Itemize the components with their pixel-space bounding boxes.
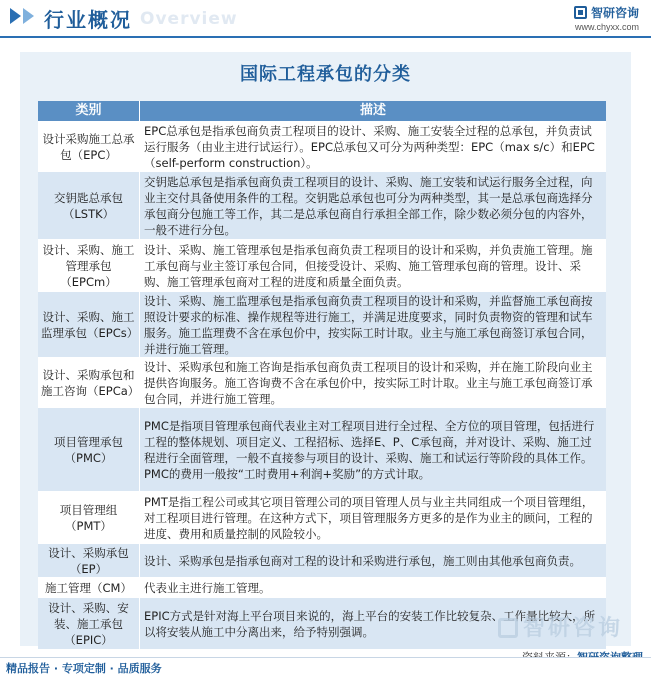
row-category: 设计、采购承包（EP） xyxy=(38,544,140,577)
table-row xyxy=(38,240,606,292)
watermark-logo-icon xyxy=(498,618,518,638)
row-description: PMC是指项目管理承包商代表业主对工程项目进行全过程、全方位的项目管理，包括进行工程的整体规划、项目定义、工程招标、选择E、P、C承包商，并对设计、采购、施工过程进行全面管理，一般不直接参与项目的设计、采购、施工和试运行等阶段的具体工作。PMC的费用一般按“工时费用+利润+奖励”的方式计取。 xyxy=(144,418,595,481)
table-row xyxy=(38,578,606,598)
table-row xyxy=(38,492,606,544)
table-row xyxy=(38,408,606,492)
logo-url: www.chyxx.com xyxy=(574,22,639,32)
row-category: 项目管理承包（PMC） xyxy=(38,408,140,491)
watermark: 智研咨询 xyxy=(498,611,623,642)
table-row xyxy=(38,172,606,240)
row-description: EPC总承包是指承包商负责工程项目的设计、采购、施工安装全过程的总承包，并负责试运行服务（由业主进行试运行）。EPC总承包又可分为两种类型：EPC（max s/c）和EPC（self-perform construction）。 xyxy=(144,123,595,170)
table-row xyxy=(38,292,606,358)
row-description: PMT是指工程公司或其它项目管理公司的项目管理人员与业主共同组成一个项目管理组，对工程项目进行管理。在这种方式下，项目管理服务方更多的是作为业主的顾问，工程的进度、费用和质量控制的风险较小。 xyxy=(144,494,594,541)
table-row xyxy=(38,122,606,172)
brand-logo xyxy=(574,4,639,32)
logo-icon xyxy=(574,6,587,19)
header-description: 描述 xyxy=(359,103,386,118)
row-category: 设计、采购、安装、施工承包（EPIC） xyxy=(38,598,140,649)
row-description: 设计、采购、施工监理承包是指承包商负责工程项目的设计和采购，并监督施工承包商按照设计要求的标准、操作规程等进行施工，并满足进度要求，同时负责物资的管理和试车服务。施工监理费不含在承包价中，按实际工时计取。业主与施工承包商签订承包合同，并进行施工管理。 xyxy=(144,293,593,356)
table-row xyxy=(38,544,606,578)
header-divider xyxy=(0,36,651,38)
row-category: 设计采购施工总承包（EPC） xyxy=(38,122,140,171)
page-header xyxy=(0,0,651,36)
page-title: 行业概况 xyxy=(44,8,132,32)
row-category: 设计、采购、施工管理承包（EPCm） xyxy=(38,240,140,291)
row-category: 施工管理（CM） xyxy=(38,578,140,597)
row-description: 交钥匙总承包是指承包商负责工程项目的设计、采购、施工安装和试运行服务全过程，向业主交付具备使用条件的工程。交钥匙总承包也可分为两种类型，其一是总承包商选择分承包商分包施工等工作，其二是总承包商自行承担全部工作，除少数必须分包的内容外，一般不进行分包。 xyxy=(144,174,593,237)
header-category: 类别 xyxy=(38,101,140,121)
classification-table xyxy=(38,101,606,650)
row-description: 设计、采购承包是指承包商对工程的设计和采购进行承包，施工则由其他承包商负责。 xyxy=(144,553,581,568)
table-header-row xyxy=(38,101,606,122)
table-title: 国际工程承包的分类 xyxy=(240,64,411,85)
row-description: 代表业主进行施工管理。 xyxy=(144,580,271,595)
header-chevron-icon xyxy=(10,8,36,28)
row-description: 设计、采购承包和施工咨询是指承包商负责工程项目的设计和采购，并在施工阶段向业主提供咨询服务。施工咨询费不含在承包价中，按实际工时计取。业主与施工承包商签订承包合同，并进行施工管理。 xyxy=(144,359,593,406)
header-ghost-text: Overview xyxy=(140,9,238,29)
row-category: 项目管理组（PMT） xyxy=(38,492,140,543)
table-row xyxy=(38,358,606,408)
row-description: 设计、采购、施工管理承包是指承包商负责工程项目的设计和采购，并负责施工管理。施工承包商与业主签订承包合同，但接受设计、采购、施工管理承包商的管理。设计、采购、施工管理承包商对工程的进度和质量全面负责。 xyxy=(144,242,593,289)
row-description: EPIC方式是针对海上平台项目来说的，海上平台的安装工作比较复杂、工作量比较大，所以将安装从施工中分离出来，给予特别强调。 xyxy=(144,608,596,639)
logo-name: 智研咨询 xyxy=(590,6,639,20)
row-category: 设计、采购承包和施工咨询（EPCa） xyxy=(38,358,140,407)
row-category: 设计、采购、施工监理承包（EPCs） xyxy=(38,292,140,357)
footer-slogan: 精品报告 · 专项定制 · 品质服务 xyxy=(6,662,162,675)
row-category: 交钥匙总承包（LSTK） xyxy=(38,172,140,239)
